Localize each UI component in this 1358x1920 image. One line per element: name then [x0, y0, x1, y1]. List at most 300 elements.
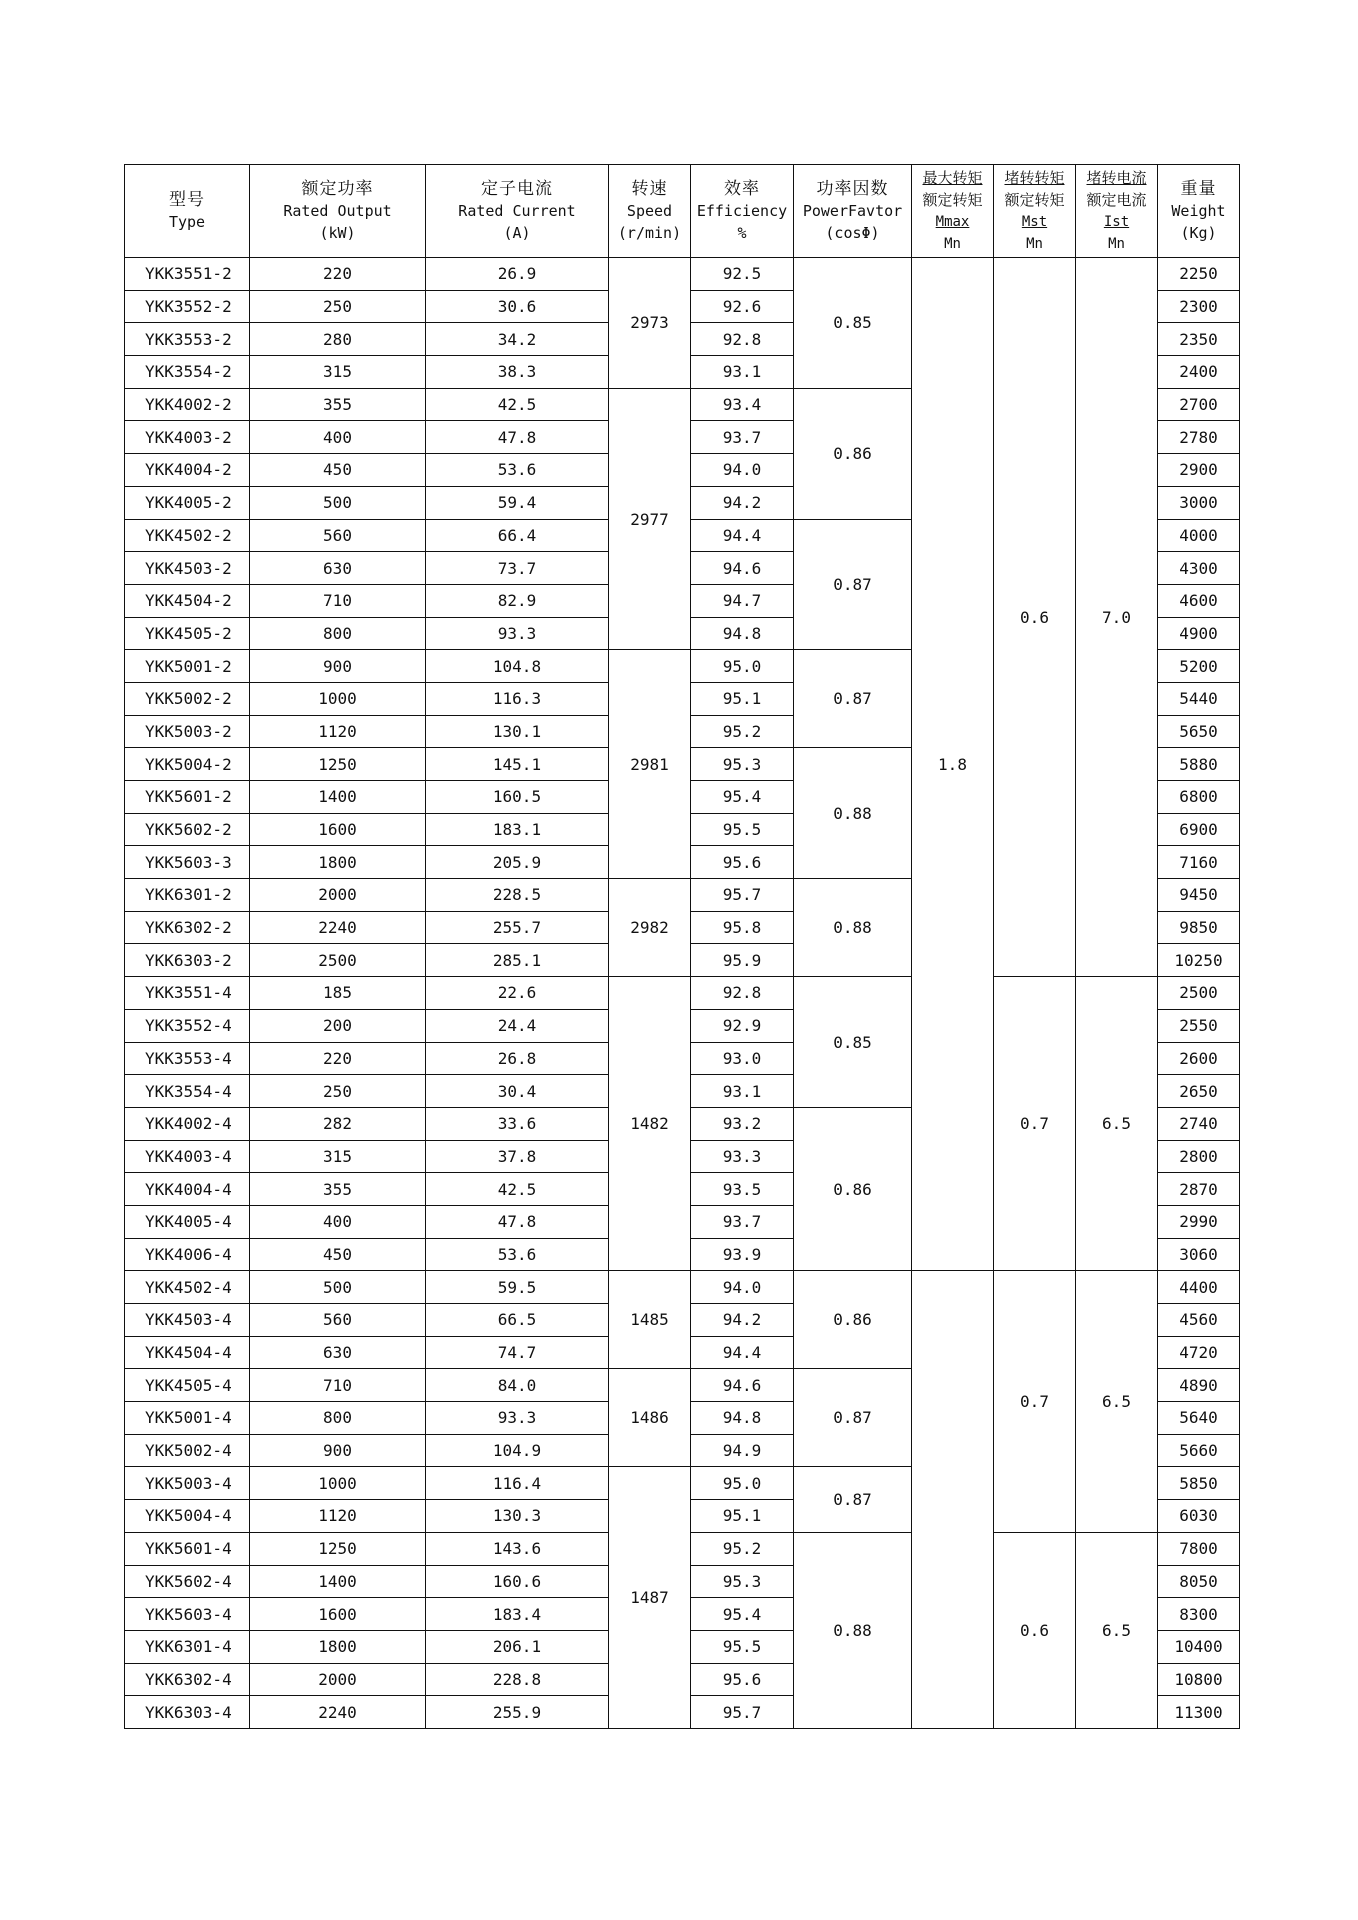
- header-speed: [609, 165, 691, 258]
- weight-cell: 5640: [1158, 1402, 1240, 1435]
- rated-output-cell: 250: [250, 1075, 426, 1108]
- rated-current-cell: 104.9: [426, 1434, 609, 1467]
- model-cell: YKK4003-2: [125, 421, 250, 454]
- rated-current-cell: 42.5: [426, 1173, 609, 1206]
- header-output-zh: 额定功率: [301, 179, 374, 199]
- power-factor-cell: 0.87: [794, 1467, 912, 1532]
- model-cell: YKK4503-2: [125, 552, 250, 585]
- model-cell: YKK5002-2: [125, 682, 250, 715]
- model-cell: YKK6303-4: [125, 1696, 250, 1729]
- model-cell: YKK4005-4: [125, 1205, 250, 1238]
- rated-current-cell: 104.8: [426, 650, 609, 683]
- rated-current-cell: 255.9: [426, 1696, 609, 1729]
- header-mmax: [912, 165, 994, 258]
- efficiency-cell: 94.2: [691, 1304, 794, 1337]
- header-output: [250, 165, 426, 258]
- weight-cell: 2870: [1158, 1173, 1240, 1206]
- speed-cell: 2982: [609, 879, 691, 977]
- efficiency-cell: 95.5: [691, 813, 794, 846]
- efficiency-cell: 95.5: [691, 1630, 794, 1663]
- header-mmax-zh2: 额定转矩: [922, 191, 983, 209]
- rated-current-cell: 160.6: [426, 1565, 609, 1598]
- model-cell: YKK3552-4: [125, 1009, 250, 1042]
- efficiency-cell: 93.1: [691, 356, 794, 389]
- model-cell: YKK4502-2: [125, 519, 250, 552]
- rated-output-cell: 800: [250, 1402, 426, 1435]
- model-cell: YKK4505-4: [125, 1369, 250, 1402]
- power-factor-cell: 0.85: [794, 977, 912, 1108]
- rated-output-cell: 400: [250, 1205, 426, 1238]
- power-factor-cell: 0.86: [794, 1271, 912, 1369]
- power-factor-cell: 0.85: [794, 258, 912, 389]
- rated-current-cell: 228.5: [426, 879, 609, 912]
- efficiency-cell: 95.9: [691, 944, 794, 977]
- rated-output-cell: 1120: [250, 1500, 426, 1533]
- model-cell: YKK5602-4: [125, 1565, 250, 1598]
- rated-current-cell: 53.6: [426, 454, 609, 487]
- efficiency-cell: 95.4: [691, 781, 794, 814]
- mmax-ratio-cell: [912, 1271, 994, 1729]
- rated-output-cell: 400: [250, 421, 426, 454]
- header-ist-den: Mn: [1108, 236, 1125, 252]
- rated-output-cell: 1400: [250, 1565, 426, 1598]
- weight-cell: 10400: [1158, 1630, 1240, 1663]
- header-mmax-den: Mn: [944, 236, 961, 252]
- weight-cell: 2700: [1158, 388, 1240, 421]
- efficiency-cell: 94.0: [691, 454, 794, 487]
- model-cell: YKK4002-2: [125, 388, 250, 421]
- rated-output-cell: 450: [250, 454, 426, 487]
- rated-output-cell: 560: [250, 1304, 426, 1337]
- speed-cell: 1487: [609, 1467, 691, 1729]
- table-row: [125, 977, 1240, 1010]
- efficiency-cell: 92.6: [691, 290, 794, 323]
- header-ist-num: Ist: [1103, 214, 1130, 230]
- rated-current-cell: 206.1: [426, 1630, 609, 1663]
- weight-cell: 4720: [1158, 1336, 1240, 1369]
- efficiency-cell: 94.9: [691, 1434, 794, 1467]
- rated-current-cell: 66.4: [426, 519, 609, 552]
- header-current: [426, 165, 609, 258]
- efficiency-cell: 93.4: [691, 388, 794, 421]
- weight-cell: 4400: [1158, 1271, 1240, 1304]
- model-cell: YKK6302-4: [125, 1663, 250, 1696]
- model-cell: YKK3551-2: [125, 258, 250, 291]
- model-cell: YKK3552-2: [125, 290, 250, 323]
- table-row: [125, 258, 1240, 291]
- rated-output-cell: 2500: [250, 944, 426, 977]
- model-cell: YKK4004-4: [125, 1173, 250, 1206]
- speed-cell: 2981: [609, 650, 691, 879]
- model-cell: YKK4002-4: [125, 1107, 250, 1140]
- weight-cell: 8050: [1158, 1565, 1240, 1598]
- rated-output-cell: 1400: [250, 781, 426, 814]
- power-factor-cell: 0.87: [794, 519, 912, 650]
- efficiency-cell: 95.0: [691, 1467, 794, 1500]
- rated-output-cell: 315: [250, 356, 426, 389]
- model-cell: YKK5603-4: [125, 1598, 250, 1631]
- header-efficiency: [691, 165, 794, 258]
- rated-output-cell: 250: [250, 290, 426, 323]
- weight-cell: 9450: [1158, 879, 1240, 912]
- weight-cell: 3060: [1158, 1238, 1240, 1271]
- rated-output-cell: 282: [250, 1107, 426, 1140]
- header-mst-zh2: 额定转矩: [1004, 191, 1065, 209]
- rated-current-cell: 160.5: [426, 781, 609, 814]
- efficiency-cell: 95.1: [691, 682, 794, 715]
- weight-cell: 2740: [1158, 1107, 1240, 1140]
- rated-current-cell: 26.8: [426, 1042, 609, 1075]
- model-cell: YKK3554-2: [125, 356, 250, 389]
- efficiency-cell: 95.3: [691, 1565, 794, 1598]
- ist-ratio-cell: 6.5: [1076, 1271, 1158, 1533]
- weight-cell: 2800: [1158, 1140, 1240, 1173]
- weight-cell: 4000: [1158, 519, 1240, 552]
- rated-output-cell: 185: [250, 977, 426, 1010]
- rated-current-cell: 38.3: [426, 356, 609, 389]
- mmax-ratio-cell: 1.8: [912, 258, 994, 1271]
- rated-current-cell: 47.8: [426, 1205, 609, 1238]
- model-cell: YKK5002-4: [125, 1434, 250, 1467]
- rated-current-cell: 26.9: [426, 258, 609, 291]
- header-pf-unit: (cosΦ): [825, 224, 880, 242]
- rated-output-cell: 315: [250, 1140, 426, 1173]
- rated-output-cell: 1250: [250, 748, 426, 781]
- header-ist: [1076, 165, 1158, 258]
- efficiency-cell: 94.2: [691, 486, 794, 519]
- rated-current-cell: 183.4: [426, 1598, 609, 1631]
- model-cell: YKK4503-4: [125, 1304, 250, 1337]
- rated-current-cell: 285.1: [426, 944, 609, 977]
- efficiency-cell: 95.1: [691, 1500, 794, 1533]
- efficiency-cell: 92.8: [691, 323, 794, 356]
- efficiency-cell: 95.2: [691, 1532, 794, 1565]
- rated-output-cell: 355: [250, 1173, 426, 1206]
- rated-current-cell: 24.4: [426, 1009, 609, 1042]
- efficiency-cell: 95.4: [691, 1598, 794, 1631]
- power-factor-cell: 0.86: [794, 1107, 912, 1270]
- rated-current-cell: 53.6: [426, 1238, 609, 1271]
- model-cell: YKK4006-4: [125, 1238, 250, 1271]
- weight-cell: 4300: [1158, 552, 1240, 585]
- rated-current-cell: 84.0: [426, 1369, 609, 1402]
- speed-cell: 1486: [609, 1369, 691, 1467]
- rated-current-cell: 73.7: [426, 552, 609, 585]
- header-ist-zh2: 额定电流: [1086, 191, 1147, 209]
- efficiency-cell: 93.1: [691, 1075, 794, 1108]
- efficiency-cell: 95.7: [691, 1696, 794, 1729]
- power-factor-cell: 0.88: [794, 748, 912, 879]
- weight-cell: 2300: [1158, 290, 1240, 323]
- rated-output-cell: 220: [250, 1042, 426, 1075]
- rated-current-cell: 255.7: [426, 911, 609, 944]
- weight-cell: 2500: [1158, 977, 1240, 1010]
- header-weight-zh: 重量: [1180, 179, 1217, 199]
- header-row: [125, 165, 1240, 258]
- rated-output-cell: 1600: [250, 1598, 426, 1631]
- rated-current-cell: 228.8: [426, 1663, 609, 1696]
- rated-output-cell: 630: [250, 1336, 426, 1369]
- weight-cell: 3000: [1158, 486, 1240, 519]
- model-cell: YKK5601-4: [125, 1532, 250, 1565]
- weight-cell: 9850: [1158, 911, 1240, 944]
- ist-ratio-cell: 6.5: [1076, 977, 1158, 1271]
- weight-cell: 5660: [1158, 1434, 1240, 1467]
- weight-cell: 4900: [1158, 617, 1240, 650]
- weight-cell: 2550: [1158, 1009, 1240, 1042]
- weight-cell: 7800: [1158, 1532, 1240, 1565]
- header-speed-en: Speed: [626, 202, 673, 220]
- model-cell: YKK5003-4: [125, 1467, 250, 1500]
- speed-cell: 1485: [609, 1271, 691, 1369]
- rated-current-cell: 82.9: [426, 584, 609, 617]
- header-pf-zh: 功率因数: [816, 179, 889, 199]
- efficiency-cell: 95.6: [691, 1663, 794, 1696]
- model-cell: YKK6301-4: [125, 1630, 250, 1663]
- header-mmax-num: Mmax: [935, 214, 970, 230]
- rated-output-cell: 450: [250, 1238, 426, 1271]
- model-cell: YKK5602-2: [125, 813, 250, 846]
- power-factor-cell: 0.88: [794, 1532, 912, 1728]
- rated-current-cell: 130.3: [426, 1500, 609, 1533]
- weight-cell: 2650: [1158, 1075, 1240, 1108]
- weight-cell: 2990: [1158, 1205, 1240, 1238]
- header-mst-den: Mn: [1026, 236, 1043, 252]
- efficiency-cell: 95.8: [691, 911, 794, 944]
- mst-ratio-cell: 0.6: [994, 258, 1076, 977]
- model-cell: YKK4504-4: [125, 1336, 250, 1369]
- table-row: [125, 1271, 1240, 1304]
- rated-output-cell: 900: [250, 1434, 426, 1467]
- efficiency-cell: 93.0: [691, 1042, 794, 1075]
- efficiency-cell: 95.6: [691, 846, 794, 879]
- header-mst-zh1: 堵转转矩: [1004, 169, 1065, 187]
- rated-output-cell: 2000: [250, 1663, 426, 1696]
- efficiency-cell: 93.7: [691, 421, 794, 454]
- rated-output-cell: 710: [250, 1369, 426, 1402]
- weight-cell: 10250: [1158, 944, 1240, 977]
- rated-output-cell: 1600: [250, 813, 426, 846]
- rated-current-cell: 145.1: [426, 748, 609, 781]
- header-type-zh: 型号: [169, 190, 205, 210]
- efficiency-cell: 92.8: [691, 977, 794, 1010]
- motor-spec-table: [124, 164, 1240, 1729]
- power-factor-cell: 0.88: [794, 879, 912, 977]
- rated-output-cell: 220: [250, 258, 426, 291]
- speed-cell: 1482: [609, 977, 691, 1271]
- efficiency-cell: 94.7: [691, 584, 794, 617]
- model-cell: YKK4004-2: [125, 454, 250, 487]
- model-cell: YKK3553-2: [125, 323, 250, 356]
- rated-current-cell: 42.5: [426, 388, 609, 421]
- speed-cell: 2977: [609, 388, 691, 650]
- header-current-zh: 定子电流: [481, 179, 553, 199]
- efficiency-cell: 95.2: [691, 715, 794, 748]
- efficiency-cell: 93.7: [691, 1205, 794, 1238]
- weight-cell: 11300: [1158, 1696, 1240, 1729]
- efficiency-cell: 95.3: [691, 748, 794, 781]
- rated-output-cell: 1800: [250, 1630, 426, 1663]
- weight-cell: 2250: [1158, 258, 1240, 291]
- rated-output-cell: 355: [250, 388, 426, 421]
- rated-current-cell: 22.6: [426, 977, 609, 1010]
- weight-cell: 7160: [1158, 846, 1240, 879]
- rated-current-cell: 74.7: [426, 1336, 609, 1369]
- rated-output-cell: 800: [250, 617, 426, 650]
- header-current-en: Rated Current: [458, 202, 576, 220]
- rated-current-cell: 30.6: [426, 290, 609, 323]
- weight-cell: 2350: [1158, 323, 1240, 356]
- rated-current-cell: 37.8: [426, 1140, 609, 1173]
- rated-current-cell: 205.9: [426, 846, 609, 879]
- header-output-unit: (kW): [319, 224, 356, 242]
- rated-current-cell: 59.4: [426, 486, 609, 519]
- rated-output-cell: 630: [250, 552, 426, 585]
- rated-output-cell: 500: [250, 486, 426, 519]
- efficiency-cell: 94.8: [691, 617, 794, 650]
- efficiency-cell: 94.0: [691, 1271, 794, 1304]
- weight-cell: 2780: [1158, 421, 1240, 454]
- ist-ratio-cell: 7.0: [1076, 258, 1158, 977]
- weight-cell: 6800: [1158, 781, 1240, 814]
- efficiency-cell: 93.3: [691, 1140, 794, 1173]
- header-output-en: Rated Output: [283, 202, 392, 220]
- header-speed-zh: 转速: [631, 179, 668, 199]
- model-cell: YKK3553-4: [125, 1042, 250, 1075]
- rated-output-cell: 710: [250, 584, 426, 617]
- weight-cell: 6030: [1158, 1500, 1240, 1533]
- header-speed-unit: (r/min): [617, 224, 682, 242]
- model-cell: YKK5601-2: [125, 781, 250, 814]
- rated-output-cell: 1250: [250, 1532, 426, 1565]
- rated-output-cell: 2240: [250, 911, 426, 944]
- header-power-factor: [794, 165, 912, 258]
- header-type: [125, 165, 250, 258]
- rated-current-cell: 59.5: [426, 1271, 609, 1304]
- rated-output-cell: 1000: [250, 682, 426, 715]
- rated-output-cell: 2000: [250, 879, 426, 912]
- header-efficiency-unit: %: [737, 224, 747, 242]
- rated-output-cell: 1800: [250, 846, 426, 879]
- weight-cell: 10800: [1158, 1663, 1240, 1696]
- rated-current-cell: 130.1: [426, 715, 609, 748]
- rated-output-cell: 1000: [250, 1467, 426, 1500]
- model-cell: YKK6302-2: [125, 911, 250, 944]
- power-factor-cell: 0.87: [794, 1369, 912, 1467]
- efficiency-cell: 94.6: [691, 552, 794, 585]
- model-cell: YKK5004-2: [125, 748, 250, 781]
- rated-current-cell: 116.3: [426, 682, 609, 715]
- rated-output-cell: 200: [250, 1009, 426, 1042]
- rated-output-cell: 280: [250, 323, 426, 356]
- rated-current-cell: 47.8: [426, 421, 609, 454]
- model-cell: YKK5603-3: [125, 846, 250, 879]
- efficiency-cell: 93.9: [691, 1238, 794, 1271]
- model-cell: YKK3554-4: [125, 1075, 250, 1108]
- header-weight: [1158, 165, 1240, 258]
- model-cell: YKK4005-2: [125, 486, 250, 519]
- weight-cell: 4600: [1158, 584, 1240, 617]
- ist-ratio-cell: 6.5: [1076, 1532, 1158, 1728]
- rated-output-cell: 500: [250, 1271, 426, 1304]
- power-factor-cell: 0.86: [794, 388, 912, 519]
- rated-current-cell: 93.3: [426, 617, 609, 650]
- header-weight-en: Weight: [1171, 202, 1226, 220]
- header-mmax-zh1: 最大转矩: [922, 169, 983, 187]
- rated-current-cell: 143.6: [426, 1532, 609, 1565]
- model-cell: YKK3551-4: [125, 977, 250, 1010]
- table-body: [125, 258, 1240, 1729]
- rated-output-cell: 560: [250, 519, 426, 552]
- rated-current-cell: 116.4: [426, 1467, 609, 1500]
- header-current-unit: (A): [503, 224, 531, 242]
- weight-cell: 4890: [1158, 1369, 1240, 1402]
- rated-output-cell: 2240: [250, 1696, 426, 1729]
- efficiency-cell: 93.5: [691, 1173, 794, 1206]
- weight-cell: 5200: [1158, 650, 1240, 683]
- weight-cell: 2600: [1158, 1042, 1240, 1075]
- efficiency-cell: 93.2: [691, 1107, 794, 1140]
- efficiency-cell: 94.8: [691, 1402, 794, 1435]
- model-cell: YKK4504-2: [125, 584, 250, 617]
- weight-cell: 8300: [1158, 1598, 1240, 1631]
- weight-cell: 4560: [1158, 1304, 1240, 1337]
- efficiency-cell: 92.5: [691, 258, 794, 291]
- model-cell: YKK4505-2: [125, 617, 250, 650]
- efficiency-cell: 92.9: [691, 1009, 794, 1042]
- weight-cell: 2400: [1158, 356, 1240, 389]
- header-efficiency-zh: 效率: [724, 179, 760, 199]
- model-cell: YKK4502-4: [125, 1271, 250, 1304]
- efficiency-cell: 95.0: [691, 650, 794, 683]
- weight-cell: 5650: [1158, 715, 1240, 748]
- model-cell: YKK5003-2: [125, 715, 250, 748]
- rated-current-cell: 33.6: [426, 1107, 609, 1140]
- mst-ratio-cell: 0.6: [994, 1532, 1076, 1728]
- weight-cell: 5440: [1158, 682, 1240, 715]
- rated-output-cell: 900: [250, 650, 426, 683]
- header-type-en: Type: [168, 213, 206, 231]
- weight-cell: 5850: [1158, 1467, 1240, 1500]
- weight-cell: 6900: [1158, 813, 1240, 846]
- power-factor-cell: 0.87: [794, 650, 912, 748]
- rated-current-cell: 30.4: [426, 1075, 609, 1108]
- header-pf-en: PowerFavtor: [802, 202, 903, 220]
- header-mst-num: Mst: [1021, 214, 1048, 230]
- efficiency-cell: 94.6: [691, 1369, 794, 1402]
- rated-current-cell: 183.1: [426, 813, 609, 846]
- weight-cell: 5880: [1158, 748, 1240, 781]
- model-cell: YKK5001-2: [125, 650, 250, 683]
- mst-ratio-cell: 0.7: [994, 977, 1076, 1271]
- mst-ratio-cell: 0.7: [994, 1271, 1076, 1533]
- efficiency-cell: 94.4: [691, 519, 794, 552]
- rated-current-cell: 93.3: [426, 1402, 609, 1435]
- model-cell: YKK4003-4: [125, 1140, 250, 1173]
- header-efficiency-en: Efficiency: [696, 202, 788, 220]
- rated-current-cell: 34.2: [426, 323, 609, 356]
- model-cell: YKK6303-2: [125, 944, 250, 977]
- rated-current-cell: 66.5: [426, 1304, 609, 1337]
- model-cell: YKK5001-4: [125, 1402, 250, 1435]
- header-weight-unit: (Kg): [1180, 224, 1217, 242]
- weight-cell: 2900: [1158, 454, 1240, 487]
- model-cell: YKK6301-2: [125, 879, 250, 912]
- header-mst: [994, 165, 1076, 258]
- efficiency-cell: 95.7: [691, 879, 794, 912]
- header-ist-zh1: 堵转电流: [1086, 169, 1147, 187]
- speed-cell: 2973: [609, 258, 691, 389]
